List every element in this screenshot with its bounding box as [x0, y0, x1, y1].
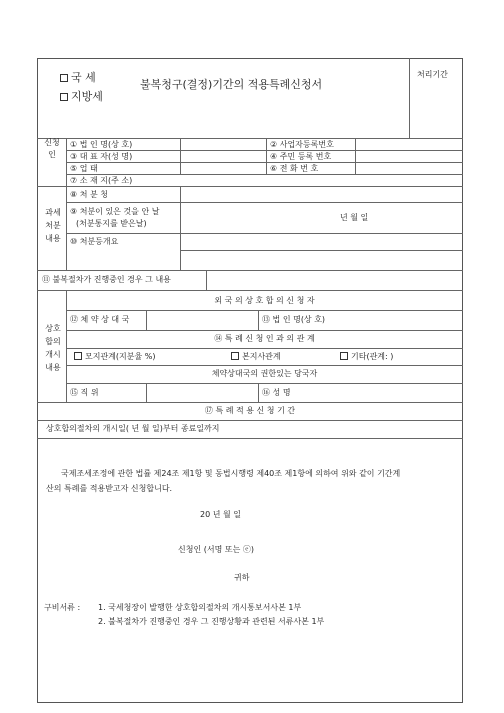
declaration-line-2: 산의 특례를 적용받고자 신청합니다. [46, 484, 173, 493]
field-business-reg-no: ② 사업자등록번호 [270, 140, 334, 149]
input-foreign-corp-name[interactable] [350, 311, 462, 330]
option-parent-subsidiary[interactable] [74, 352, 155, 362]
input-address[interactable] [181, 175, 462, 186]
authority-header: 체약상대국의 권한있는 당국자 [211, 369, 318, 378]
input-disposition-office[interactable] [181, 187, 462, 202]
input-business-type[interactable] [181, 163, 265, 174]
foreign-applicant-header: 외 국 의 상 호 합 의 신 청 자 [214, 296, 315, 305]
local-tax-box[interactable] [60, 93, 68, 101]
field-foreign-corp-name: ⑬ 법 인 명(상 호) [262, 315, 326, 324]
field-disposition-office: ⑧ 처 분 청 [70, 190, 108, 199]
checkbox-local-tax[interactable] [60, 90, 103, 103]
input-corp-name[interactable] [181, 139, 265, 150]
input-appeal-status[interactable] [207, 271, 462, 290]
disposition-section-label [42, 206, 64, 245]
other-relation-label: 기타(관계: ) [351, 352, 394, 361]
known-date-value: 년 월 일 [340, 213, 369, 222]
declaration-addressee: 귀하 [234, 573, 250, 582]
parent-subsidiary-box[interactable] [74, 352, 82, 360]
attachment-item-1: 1. 국세청장이 발행한 상호합의절차의 개시통보서사본 1부 [98, 603, 302, 612]
field-official-name: ⑯ 성 명 [262, 388, 291, 397]
input-known-date[interactable] [181, 203, 462, 233]
head-branch-label: 본지사관계 [242, 352, 281, 361]
field-business-type: ⑤ 업 태 [70, 164, 98, 173]
input-phone[interactable] [356, 163, 462, 174]
declaration-line-1: 국제조세조정에 관한 법률 제24조 제1항 및 동법시행령 제40조 제1항에 의하여 위와 같이 기간계 [61, 469, 401, 478]
declaration-signer: 신청인 (서명 또는 ⓔ) [178, 545, 254, 554]
national-tax-box[interactable] [60, 74, 68, 82]
input-representative[interactable] [181, 151, 265, 162]
checkbox-national-tax[interactable] [60, 71, 96, 84]
field-corp-name: ① 법 인 명(상 호) [70, 140, 133, 149]
attachment-item-2: 2. 불복절차가 진행중인 경우 그 진행상황과 관련된 서류사본 1부 [98, 617, 325, 626]
mutual-section-label [43, 322, 63, 374]
input-treaty-partner[interactable] [147, 311, 257, 330]
option-other-relation[interactable] [340, 352, 393, 362]
relation-header: ⑭ 특 례 신 청 인 과 의 관 계 [214, 334, 315, 343]
field-treaty-partner: ⑫ 체 약 상 대 국 [70, 315, 130, 324]
local-tax-label: 지방세 [71, 90, 103, 103]
declaration-date: 20 년 월 일 [200, 510, 241, 519]
field-known-date: ⑨ 처분이 있은 것을 안 날 [70, 207, 160, 216]
applicant-section-label [44, 135, 60, 161]
processing-period-label: 처리기간 [417, 70, 448, 79]
form-title: 불복청구(결정)기간의 적용특례신청서 [140, 78, 323, 91]
applicant-label-text: 신청인 [44, 138, 60, 159]
mutual-label-text: 상호합의개시내용 [45, 324, 61, 372]
field-representative: ③ 대 표 자(성 명) [70, 152, 133, 161]
parent-subsidiary-label: 모지관계(지분율 %) [85, 352, 156, 361]
option-head-branch[interactable] [231, 352, 281, 362]
other-relation-box[interactable] [340, 352, 348, 360]
special-period-header: ⑰ 특 례 적 용 신 청 기 간 [204, 406, 296, 415]
special-period-text: 상호합의절차의 개시일( 년 월 일)부터 종료일까지 [46, 424, 220, 433]
input-resident-reg-no[interactable] [356, 151, 462, 162]
field-disposition-summary: ⑩ 처분등개요 [70, 237, 119, 246]
input-position[interactable] [147, 384, 257, 402]
field-phone: ⑥ 전 화 번 호 [270, 164, 319, 173]
input-business-reg-no[interactable] [356, 139, 462, 150]
field-known-date-sub: (처분통지를 받은날) [76, 219, 147, 228]
national-tax-label: 국 세 [71, 71, 96, 84]
head-branch-box[interactable] [231, 352, 239, 360]
attachments-label: 구비서류 : [44, 603, 81, 612]
disposition-label-text: 과세처분내용 [45, 208, 61, 243]
field-address: ⑦ 소 재 지(주 소) [70, 176, 133, 185]
field-appeal-status: ⑪ 불복절차가 진행중인 경우 그 내용 [42, 275, 171, 284]
field-resident-reg-no: ④ 주민 등록 번호 [270, 152, 332, 161]
field-position: ⑮ 직 위 [70, 388, 99, 397]
input-official-name[interactable] [330, 384, 462, 402]
input-disposition-summary[interactable] [181, 234, 462, 270]
